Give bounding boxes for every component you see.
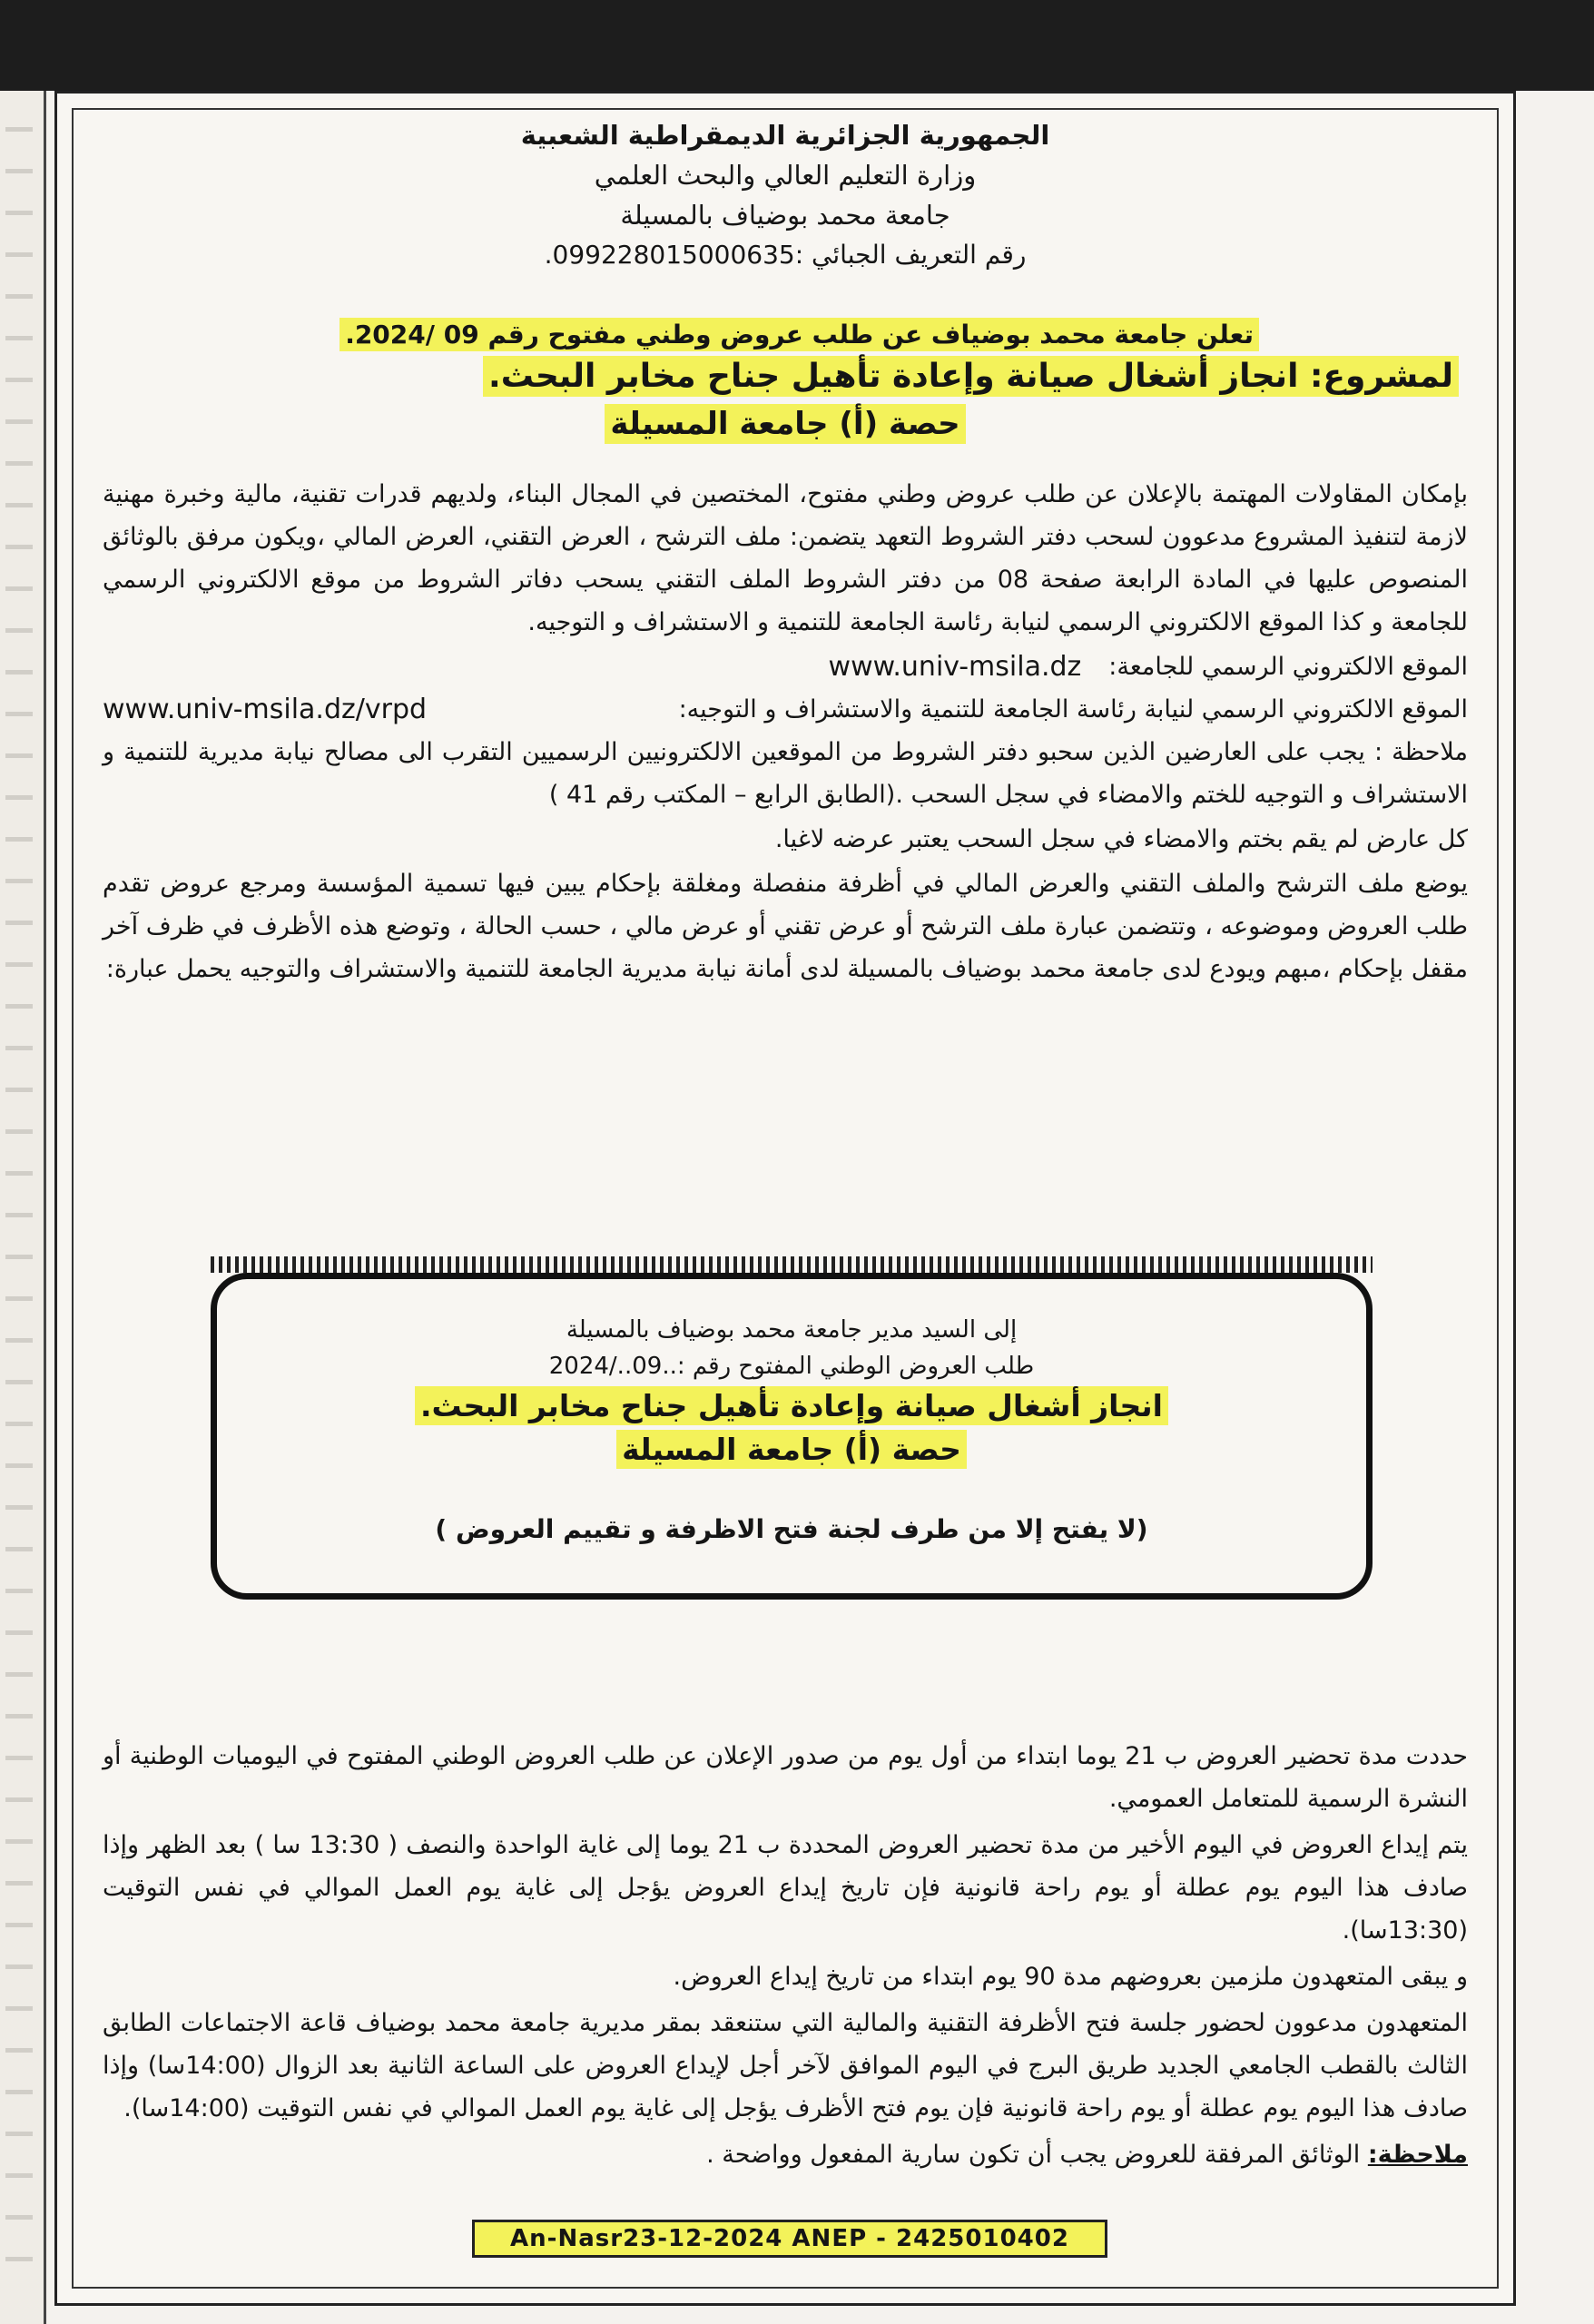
body-paragraph-void-offer: كل عارض لم يقم بختم والامضاء في سجل السحب يعتبر عرضه لاغيا. [774,825,1468,853]
header-block [57,115,1513,275]
body-paragraph-envelopes: يوضع ملف الترشح والملف التقني والعرض المالي في أظرفة منفصلة ومغلقة بإحكام يبين فيها تسمية المؤسسة ومرجع عروض تقدم طلب العروض وموضوعه ، وتتضمن عبارة ملف الترشح أو عرض تقني أو عرض مالي ، حسب الحالة ، وتوضع هذه الأظرف في ظرف آخر مقفل بإحكام ،مبهم ويودع لدى جامعة محمد بوضياف بالمسيلة لدى أمانة نيابة مديرية الجامعة للتنمية والاستشراف والتوجيه يحمل عبارة: [103,870,1468,983]
final-note-label: ملاحظة: [1367,2141,1468,2169]
header-ministry: وزارة التعليم العالي والبحث العلمي [594,160,977,191]
announcement-project: لمشروع: انجاز أشغال صيانة وإعادة تأهيل جناح مخابر البحث. [483,356,1459,397]
header-republic: الجمهورية الجزائرية الديمقراطية الشعبية [520,120,1050,151]
announcement-lot: حصة (أ) جامعة المسيلة [605,404,965,444]
final-note-text: الوثائق المرفقة للعروض يجب أن تكون سارية المفعول وواضحة . [706,2141,1361,2169]
announcement-body [103,473,1468,992]
envelope-reference: طلب العروض الوطني المفتوح رقم :..09../2024 [548,1353,1035,1380]
website-row-vrpd [103,688,1468,731]
envelope-box-top-edge [211,1256,1373,1273]
body-paragraph-submission-deadline: يتم إيداع العروض في اليوم الأخير من مدة تحضير العروض المحددة ب 21 يوما إلى غاية الواحدة والنصف ( 13:30 سا ) بعد الظهر وإذا صادف هذا اليوم يوم عطلة أو يوم راحة قانونية فإن تاريخ إيداع العروض يؤجل إلى غاية يوم العمل الموالي في نفس التوقيت (13:30سا). [103,1831,1469,1945]
envelope-project: انجاز أشغال صيانة وإعادة تأهيل جناح مخابر البحث. [415,1386,1168,1425]
envelope-addressee: إلى السيد مدير جامعة محمد بوضياف بالمسيلة [566,1316,1018,1344]
body-paragraph-final-note [103,2133,1468,2176]
header-university: جامعة محمد بوضياف بالمسيلة [620,200,950,231]
photo-background-top [0,0,1594,91]
body-paragraph-eligibility: بإمكان المقاولات المهتمة بالإعلان عن طلب عروض وطني مفتوح، المختصين في المجال البناء، ولديهم قدرات تقنية، مالية وخبرة مهنية لازمة لتنفيذ المشروع مدعوون لسحب دفتر الشروط التعهد يتضمن: ملف الترشح ، العرض التقني، العرض المالي ،ويكون مرفق بالوثائق المنصوص عليها في المادة الرابعة صفحة 08 من دفتر الشروط الملف التقني يسحب دفاتر الشروط من موقع الالكتروني الرسمي للجامعة و كذا الموقع الالكتروني الرسمي لنيابة رئاسة الجامعة للتنمية و الاستشراف و التوجيه. [103,480,1468,636]
announcement-body-deadlines [103,1735,1468,2180]
envelope-label-box [211,1273,1373,1600]
envelope-do-not-open-notice: (لا يفتح إلا من طرف لجنة فتح الاظرفة و تقييم العروض ) [435,1514,1148,1544]
announcement-title-block [112,317,1459,448]
header-tax-id: رقم التعريف الجبائي :099228015000635. [544,240,1027,270]
website-label-university: الموقع الالكتروني الرسمي للجامعة: [1108,653,1468,681]
announcement-intro: تعلن جامعة محمد بوضياف عن طلب عروض وطني مفتوح رقم 09 /2024. [339,318,1259,351]
website-label-vrpd: الموقع الالكتروني الرسمي لنيابة رئاسة الجامعة للتنمية والاستشراف و التوجيه: [678,695,1468,724]
body-paragraph-validity: و يبقى المتعهدون ملزمين بعروضهم مدة 90 يوم ابتداء من تاريخ إيداع العروض. [673,1963,1468,1991]
body-paragraph-opening-session: المتعهدون مدعوون لحضور جلسة فتح الأظرفة التقنية والمالية التي ستنعقد بمقر مديرية جامعة محمد بوضياف قاعة الاجتماعات الطابق الثالث بالقطب الجامعي الجديد طريق البرج في اليوم الموافق لآخر أجل لإيداع العروض على الساعة الثانية بعد الزوال (14:00سا) وإذا صادف هذا اليوم يوم عطلة أو يوم راحة قانونية فإن يوم فتح الأظرف يؤجل إلى غاية يوم العمل الموالي في نفس التوقيت (14:00سا). [103,2009,1468,2122]
publication-reference-badge: An-Nasr23-12-2024 ANEP - 2425010402 [472,2220,1107,2258]
website-url-vrpd: www.univ-msila.dz/vrpd [103,694,428,725]
envelope-lot: حصة (أ) جامعة المسيلة [616,1430,967,1469]
body-paragraph-preparation-period: حددت مدة تحضير العروض ب 21 يوما ابتداء من أول يوم من صدور الإعلان عن طلب العروض الوطني المفتوح في اليوميات الوطنية أو النشرة الرسمية للمتعامل العمومي. [103,1742,1468,1813]
body-paragraph-note-registration: ملاحظة : يجب على العارضين الذين سحبو دفتر الشروط من الموقعين الالكترونيين الرسميين التقرب الى مصالح نيابة مديرية للتنمية و الاستشراف و التوجيه للختم والامضاء في سجل السحب .(الطابق الرابع – المكتب رقم 41 ) [103,738,1468,809]
website-row-university [103,645,1468,688]
website-url-university: www.univ-msila.dz [828,651,1082,683]
newspaper-announcement [54,91,1516,2306]
adjacent-page-edge [0,91,46,2324]
adjacent-page-text-lines [5,127,33,2270]
